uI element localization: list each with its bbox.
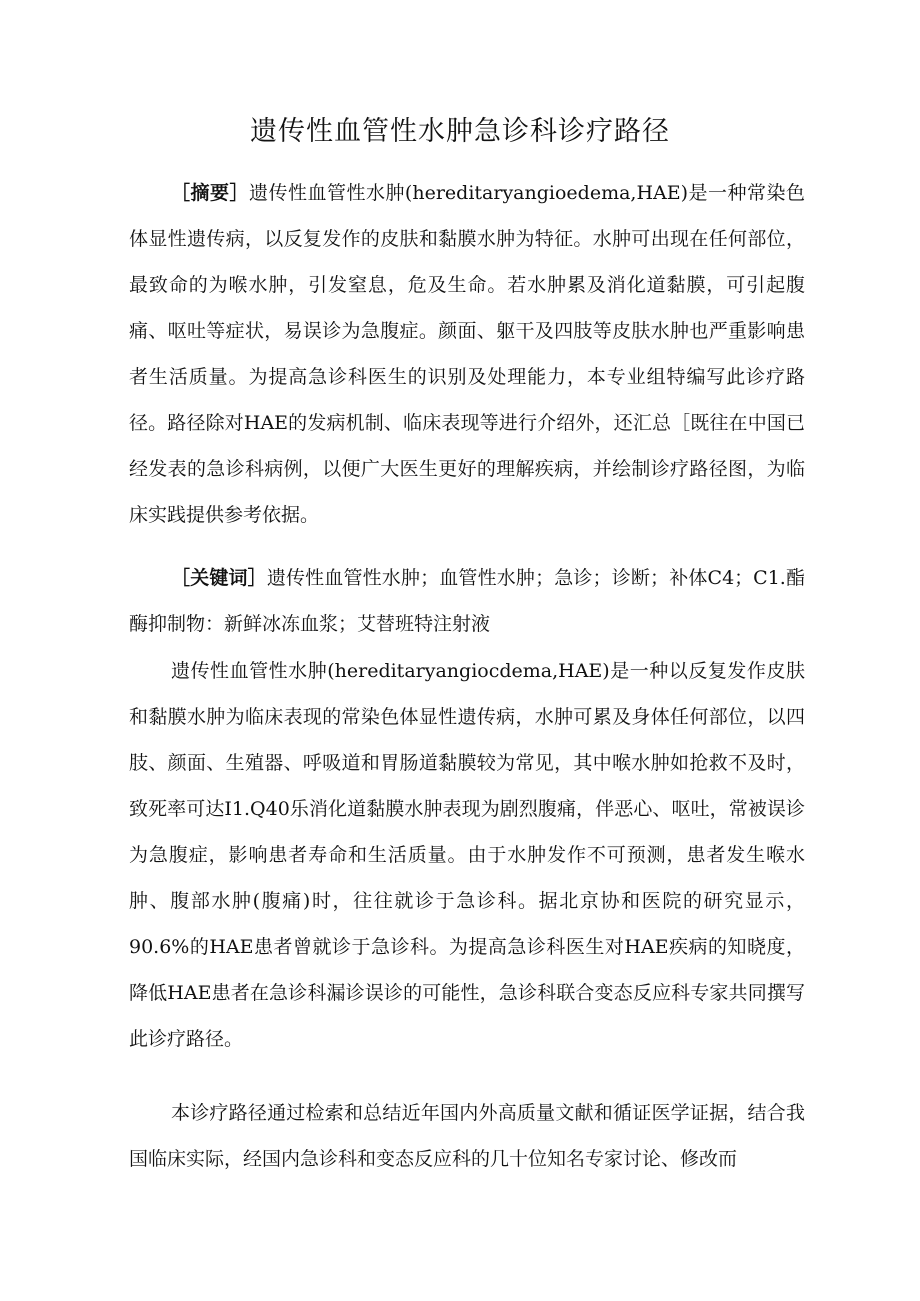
keywords-text: 遗传性血管性水肿；血管性水肿；急诊；诊断；补体C4；C1.酯酶抑制物：新鲜冰冻血浆；艾替班特注射液	[129, 567, 805, 635]
keywords-label: ［关键词］	[171, 567, 267, 589]
keywords-paragraph	[129, 555, 805, 647]
body-paragraph-2: 本诊疗路径通过检索和总结近年国内外高质量文献和循证医学证据，结合我国临床实际，经国内急诊科和变态反应科的几十位知名专家讨论、修改而	[129, 1102, 805, 1170]
page-title: 遗传性血管性水肿急诊科诊疗路径	[250, 116, 670, 147]
abstract-label: ［摘要］	[171, 182, 249, 204]
abstract-text: 遗传性血管性水肿(hereditaryangioedema,HAE)是一种常染色体显性遗传病，以反复发作的皮肤和黏膜水肿为特征。水肿可出现在任何部位，最致命的为喉水肿，引发窒息，危及生命。若水肿累及消化道黏膜，可引起腹痛、呕吐等症状，易误诊为急腹症。颜面、躯干及四肢等皮肤水肿也严重影响患者生活质量。为提高急诊科医生的识别及处理能力，本专业组特编写此诊疗路径。路径除对HAE的发病机制、临床表现等进行介绍外，还汇总［既往在中国已经发表的急诊科病例，以便广大医生更好的理解疾病，并绘制诊疗路径图，为临床实践提供参考依据。	[129, 182, 805, 526]
abstract-paragraph	[129, 170, 805, 538]
body-paragraph-1: 遗传性血管性水肿(hereditaryangiocdema,HAE)是一种以反复发作皮肤和黏膜水肿为临床表现的常染色体显性遗传病，水肿可累及身体任何部位，以四肢、颜面、生殖器、呼吸道和胃肠道黏膜较为常见，其中喉水肿如抢救不及时，致死率可达I1.Q40乐消化道黏膜水肿表现为剧烈腹痛，伴恶心、呕吐，常被误诊为急腹症，影响患者寿命和生活质量。由于水肿发作不可预测，患者发生喉水肿、腹部水肿(腹痛)时，往往就诊于急诊科。据北京协和医院的研究显示，90.6%的HAE患者曾就诊于急诊科。为提高急诊科医生对HAE疾病的知晓度，降低HAE患者在急诊科漏诊误诊的可能性，急诊科联合变态反应科专家共同撰写此诊疗路径。	[129, 660, 805, 1050]
